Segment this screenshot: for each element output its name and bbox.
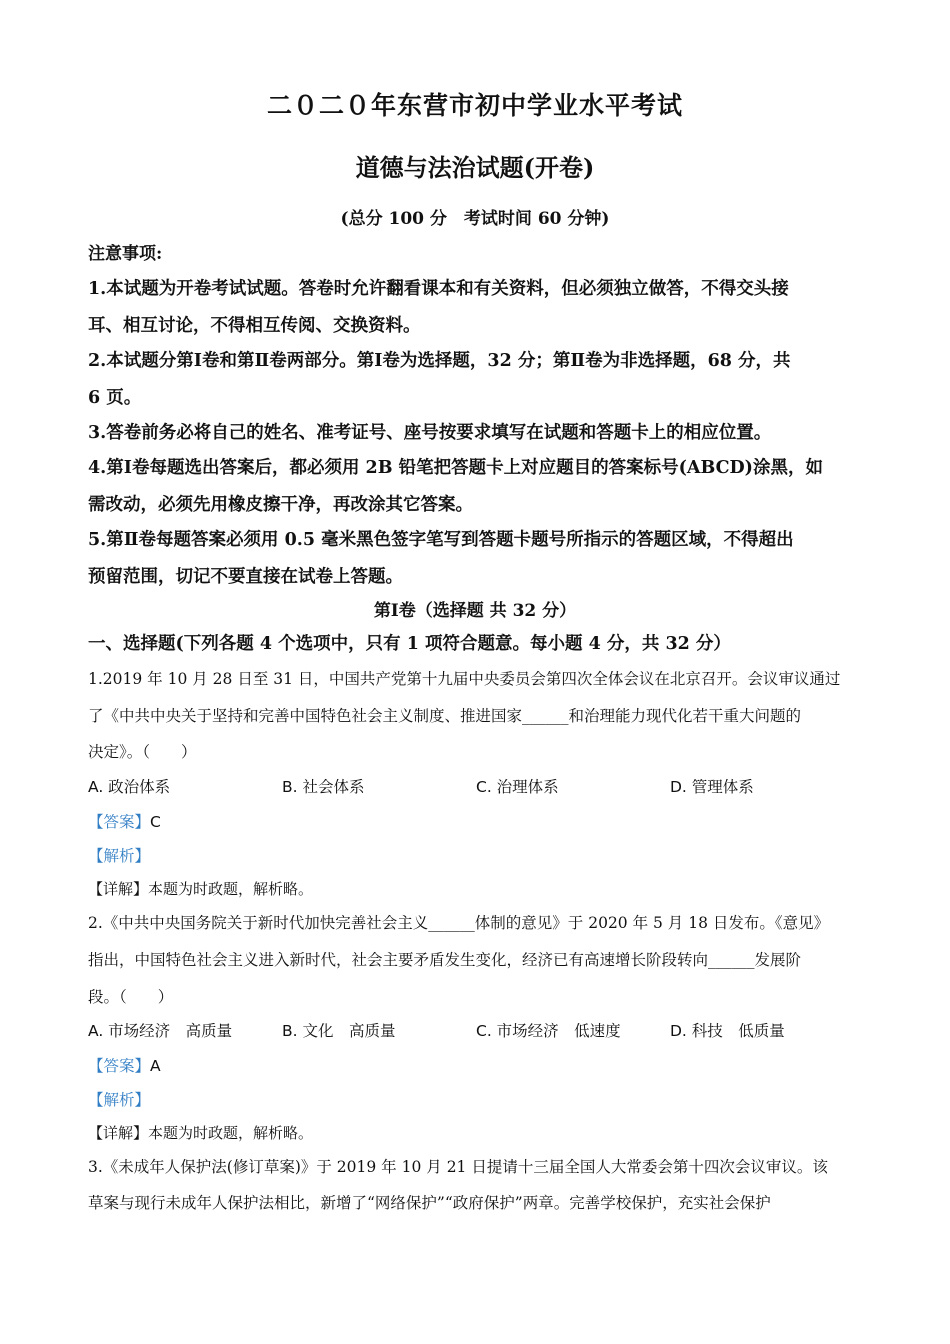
note-line: 耳、相互讨论，不得相互传阅、交换资料。 [88,316,421,336]
detail-label: 【详解】 [88,880,149,898]
question-1-line: 决定》。（ ） [88,743,197,761]
question-1-line: 了《中共中央关于坚持和完善中国特色社会主义制度、推进国家______和治理能力现代化若干重大问题的 [88,707,802,725]
question-3-line: 草案与现行未成年人保护法相比，新增了“网络保护”“政府保护”两章。完善学校保护，充实社会保护 [88,1194,771,1212]
question-1-option-c: C. 治理体系 [476,778,559,796]
answer-value: A [150,1057,161,1075]
question-2-line: 指出，中国特色社会主义进入新时代，社会主要矛盾发生变化，经济已有高速增长阶段转向______发展阶 [88,951,802,969]
note-line: 需改动，必须先用橡皮擦干净，再改涂其它答案。 [88,495,473,515]
question-2-option-c: C. 市场经济 低速度 [476,1022,621,1040]
question-2-option-d: D. 科技 低质量 [670,1022,785,1040]
question-1-line: 1.2019 年 10 月 28 日至 31 日，中国共产党第十九届中央委员会第四次全体会议在北京召开。会议审议通过 [88,670,841,688]
note-line: 6 页。 [88,388,142,408]
question-2-option-a: A. 市场经济 高质量 [88,1022,233,1040]
question-1-option-a: A. 政治体系 [88,778,171,796]
answer-label: 【答案】 [88,813,151,831]
question-2-analysis-label: 【解析】 [88,1091,151,1109]
detail-text: 本题为时政题，解析略。 [148,1124,314,1142]
exam-info: (总分 100 分 考试时间 60 分钟) [340,209,610,229]
question-2-option-b: B. 文化 高质量 [282,1022,396,1040]
note-line: 2.本试题分第Ⅰ卷和第Ⅱ卷两部分。第Ⅰ卷为选择题，32 分；第Ⅱ卷为非选择题，68 分，共 [88,351,791,371]
answer-value: C [150,813,161,831]
question-2-line: 2.《中共中央国务院关于新时代加快完善社会主义______体制的意见》于 2020 年 5 月 18 日发布。《意见》 [88,914,830,932]
question-2-answer [88,1054,161,1076]
exam-subtitle: 道德与法治试题(开卷) [355,153,595,182]
note-line: 3.答卷前务必将自己的姓名、准考证号、座号按要求填写在试题和答题卡上的相应位置。 [88,423,772,443]
part-heading: 一、选择题(下列各题 4 个选项中，只有 1 项符合题意。每小题 4 分，共 32 分） [88,634,731,654]
note-line: 4.第Ⅰ卷每题选出答案后，都必须用 2B 铅笔把答题卡上对应题目的答案标号(ABCD)涂黑，如 [88,458,823,478]
question-1-analysis-label: 【解析】 [88,847,151,865]
exam-title: 二０二０年东营市初中学业水平考试 [266,91,683,120]
note-line: 5.第Ⅱ卷每题答案必须用 0.5 毫米黑色签字笔写到答题卡题号所指示的答题区域，不得超出 [88,530,794,550]
question-2-detail [88,1122,313,1143]
section-heading: 第Ⅰ卷（选择题 共 32 分） [373,601,577,621]
question-3-line: 3.《未成年人保护法(修订草案)》于 2019 年 10 月 21 日提请十三届全国人大常委会第十四次会议审议。该 [88,1158,828,1176]
notes-heading: 注意事项: [88,244,163,264]
question-1-option-b: B. 社会体系 [282,778,365,796]
answer-label: 【答案】 [88,1057,151,1075]
note-line: 预留范围，切记不要直接在试卷上答题。 [88,567,403,587]
question-1-option-d: D. 管理体系 [670,778,754,796]
detail-text: 本题为时政题，解析略。 [148,880,314,898]
question-1-detail [88,878,313,899]
detail-label: 【详解】 [88,1124,149,1142]
note-line: 1.本试题为开卷考试试题。答卷时允许翻看课本和有关资料，但必须独立做答，不得交头接 [88,279,789,299]
question-1-answer [88,810,161,832]
question-2-line: 段。（ ） [88,988,174,1006]
